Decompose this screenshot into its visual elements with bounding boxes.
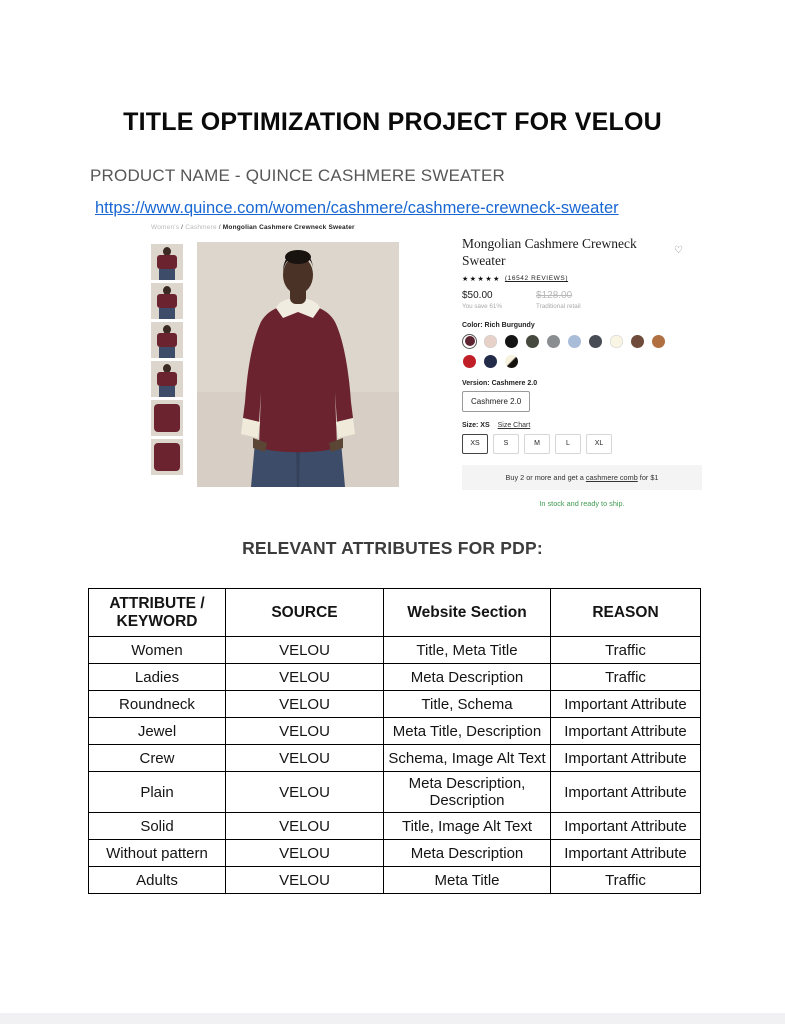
cell-reason: Traffic xyxy=(551,664,701,691)
size-buttons xyxy=(462,434,705,454)
compare-note: Traditional retail xyxy=(536,302,581,310)
table-body xyxy=(89,637,701,894)
version-button[interactable]: Cashmere 2.0 xyxy=(462,391,530,412)
rating-row xyxy=(462,275,705,283)
breadcrumb: Women's / Cashmere / Mongolian Cashmere Crewneck Sweater xyxy=(151,224,355,231)
table-header-row xyxy=(89,589,701,637)
size-button-xs[interactable]: XS xyxy=(462,434,488,454)
thumbnail-back-view[interactable] xyxy=(151,283,183,319)
thumbnail-fabric-closeup[interactable] xyxy=(151,439,183,475)
cell-source: VELOU xyxy=(226,813,384,840)
promo-text-start: Buy 2 or more and get a xyxy=(505,472,586,482)
color-swatch[interactable] xyxy=(588,334,603,349)
cell-section: Title, Image Alt Text xyxy=(384,813,551,840)
size-row xyxy=(462,422,705,429)
color-swatch[interactable] xyxy=(546,334,561,349)
pdp-product-title: Mongolian Cashmere Crewneck Sweater xyxy=(462,236,637,268)
current-price: $50.00 xyxy=(462,289,493,301)
product-photo xyxy=(197,242,399,487)
breadcrumb-item[interactable]: Women's xyxy=(151,224,180,231)
promo-link[interactable]: cashmere comb xyxy=(585,472,638,482)
cell-source: VELOU xyxy=(226,772,384,813)
cell-source: VELOU xyxy=(226,745,384,772)
color-swatch[interactable] xyxy=(504,334,519,349)
attributes-table xyxy=(88,588,701,894)
color-swatch[interactable] xyxy=(462,334,477,349)
table-row xyxy=(89,840,701,867)
cell-attribute: Plain xyxy=(89,772,226,813)
color-swatch[interactable] xyxy=(504,354,519,369)
cell-section: Title, Schema xyxy=(384,691,551,718)
page-title: TITLE OPTIMIZATION PROJECT FOR VELOU xyxy=(123,108,662,136)
header-source: SOURCE xyxy=(226,589,384,637)
cell-reason: Important Attribute xyxy=(551,840,701,867)
breadcrumb-item[interactable]: Cashmere xyxy=(185,224,217,231)
thumbnail-column xyxy=(151,244,183,475)
compare-price: $128.00 xyxy=(536,289,573,301)
color-swatch[interactable] xyxy=(651,334,666,349)
color-swatch[interactable] xyxy=(525,334,540,349)
size-button-xl[interactable]: XL xyxy=(586,434,612,454)
header-attribute: ATTRIBUTE / KEYWORD xyxy=(89,589,226,637)
size-button-m[interactable]: M xyxy=(524,434,550,454)
thumbnail-front-view[interactable] xyxy=(151,244,183,280)
table-row xyxy=(89,718,701,745)
size-button-l[interactable]: L xyxy=(555,434,581,454)
table-row xyxy=(89,745,701,772)
cell-reason: Traffic xyxy=(551,867,701,894)
product-url-link[interactable]: https://www.quince.com/women/cashmere/cashmere-crewneck-sweater xyxy=(95,199,619,217)
star-rating-icon: ★★★★★ xyxy=(462,275,501,283)
cell-attribute: Women xyxy=(89,637,226,664)
promo-banner xyxy=(462,465,702,490)
cell-section: Meta Description xyxy=(384,664,551,691)
color-label: Color: Rich Burgundy xyxy=(462,321,535,329)
cell-source: VELOU xyxy=(226,637,384,664)
version-label: Version: Cashmere 2.0 xyxy=(462,379,538,387)
size-chart-link[interactable]: Size Chart xyxy=(497,421,531,429)
cell-attribute: Crew xyxy=(89,745,226,772)
cell-source: VELOU xyxy=(226,840,384,867)
thumbnail-detail-front-view[interactable] xyxy=(151,322,183,358)
cell-reason: Important Attribute xyxy=(551,718,701,745)
cell-source: VELOU xyxy=(226,664,384,691)
wishlist-heart-icon[interactable]: ♡ xyxy=(674,245,683,256)
color-swatch[interactable] xyxy=(462,354,477,369)
cell-reason: Important Attribute xyxy=(551,813,701,840)
color-swatch[interactable] xyxy=(567,334,582,349)
page-bottom-margin xyxy=(0,1013,785,1024)
swatch-row-1 xyxy=(462,334,705,349)
size-button-s[interactable]: S xyxy=(493,434,519,454)
header-reason: REASON xyxy=(551,589,701,637)
cell-attribute: Without pattern xyxy=(89,840,226,867)
header-website-section: Website Section xyxy=(384,589,551,637)
cell-section: Meta Description xyxy=(384,840,551,867)
product-name-line: PRODUCT NAME - QUINCE CASHMERE SWEATER xyxy=(90,166,506,185)
cell-section: Meta Title xyxy=(384,867,551,894)
cell-reason: Important Attribute xyxy=(551,772,701,813)
savings-note: You save 61% xyxy=(462,302,503,310)
table-row xyxy=(89,772,701,813)
cell-attribute: Roundneck xyxy=(89,691,226,718)
size-label: Size: XS xyxy=(462,421,490,429)
thumbnail-side-view[interactable] xyxy=(151,361,183,397)
cell-source: VELOU xyxy=(226,691,384,718)
table-row xyxy=(89,637,701,664)
pdp-details xyxy=(462,236,705,508)
color-swatch[interactable] xyxy=(483,334,498,349)
cell-reason: Important Attribute xyxy=(551,691,701,718)
thumbnail-sleeve-closeup[interactable] xyxy=(151,400,183,436)
reviews-link[interactable]: (16542 REVIEWS) xyxy=(504,275,569,283)
table-row xyxy=(89,867,701,894)
promo-text-end: for $1 xyxy=(637,472,659,482)
cell-attribute: Solid xyxy=(89,813,226,840)
stock-status: In stock and ready to ship. xyxy=(539,498,625,508)
color-swatch[interactable] xyxy=(609,334,624,349)
cell-attribute: Adults xyxy=(89,867,226,894)
cell-section: Meta Description, Description xyxy=(384,772,551,813)
pdp-screenshot xyxy=(145,221,705,511)
cell-reason: Traffic xyxy=(551,637,701,664)
table-row xyxy=(89,691,701,718)
cell-source: VELOU xyxy=(226,867,384,894)
price-row xyxy=(462,290,705,310)
breadcrumb-item: Mongolian Cashmere Crewneck Sweater xyxy=(222,224,355,231)
cell-section: Meta Title, Description xyxy=(384,718,551,745)
table-row xyxy=(89,664,701,691)
swatch-row-2 xyxy=(462,354,705,369)
section-heading: RELEVANT ATTRIBUTES FOR PDP: xyxy=(242,538,543,558)
cell-section: Schema, Image Alt Text xyxy=(384,745,551,772)
cell-attribute: Jewel xyxy=(89,718,226,745)
cell-reason: Important Attribute xyxy=(551,745,701,772)
cell-source: VELOU xyxy=(226,718,384,745)
color-swatch[interactable] xyxy=(630,334,645,349)
color-swatch[interactable] xyxy=(483,354,498,369)
table-row xyxy=(89,813,701,840)
cell-attribute: Ladies xyxy=(89,664,226,691)
cell-section: Title, Meta Title xyxy=(384,637,551,664)
